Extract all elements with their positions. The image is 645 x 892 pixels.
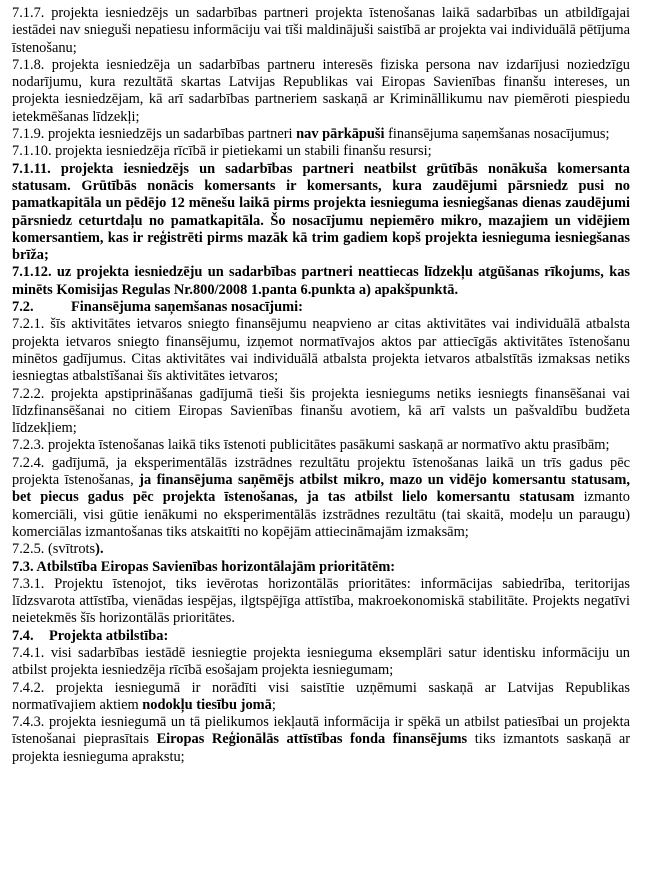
clause-7-1-12: 7.1.12. uz projekta iesniedzēju un sadarbības partneri neattiecas līdzekļu atgūšanas rīkojums, kas minēts Komisijas Regulas Nr.800/2008 1.panta 6.punkta a) apakšpunktā. xyxy=(12,264,630,298)
section-heading-7-4: 7.4. Projekta atbilstība: xyxy=(12,627,169,644)
clause-7-4-2: 7.4.2. projekta iesniegumā ir norādīti visi saistītie uzņēmumi saskaņā ar Latvijas Republikas normatīvajiem aktiem nodokļu tiesību jomā; xyxy=(12,679,630,713)
clause-7-4-1: 7.4.1. visi sadarbības iestādē iesniegtie projekta iesnieguma eksemplāri satur identisku informāciju un atbilst projekta iesniedzēja rīcībā esošajam projekta iesniegumam; xyxy=(12,644,630,679)
section-heading-7-2: 7.2. Finansējuma saņemšanas nosacījumi: xyxy=(12,299,303,316)
clause-7-3-1: 7.3.1. Projektu īstenojot, tiks ievērotas horizontālās prioritātes: informācijas sabiedrība, teritorijas līdzsvarota attīstība, vienādas iespējas, ilgtspējīga attīstība, makroekonomiskā stabilitāte. Projekts negatīvi neietekmēs šīs horizontālās prioritātes. xyxy=(12,575,630,627)
clause-7-2-4: 7.2.4. gadījumā, ja eksperimentālās izstrādnes rezultātu projektu īstenošanas laikā un trīs gadus pēc projekta īstenošanas, ja finansējuma saņēmējs atbilst mikro, mazo un vidējo komersantu statusam, bet piecus gadus pēc projekta īstenošanas, ja tas atbilst lielo komersantu statusam izmanto komerciāli, visi gūtie ienākumi no eksperimentālās izstrādnes rezultātu (tai skaitā, modeļu un paraugu) komerciālas izmantošanas tiks atskaitīti no kopējām attiecināmajām izmaksām; xyxy=(12,454,631,540)
clause-7-4-3: 7.4.3. projekta iesniegumā un tā pielikumos iekļautā informācija ir spēkā un atbilst patiesībai un projekta īstenošanai pieprasītais Eiropas Reģionālās attīstības fonda finansējums tiks izmantots saskaņā ar projekta iesnieguma aprakstu; xyxy=(12,714,630,765)
section-heading-7-3: 7.3. Atbilstība Eiropas Savienības horizontālajām prioritātēm: xyxy=(12,558,396,575)
clause-7-1-7: 7.1.7. projekta iesniedzējs un sadarbības partneri projekta īstenošanas laikā sadarbības un atbildīgajai iestādei nav snieguši nepatiesu informāciju vai tīši maldinājuši saistībā ar projekta vai individuālā pētījuma īstenošanu; xyxy=(12,5,630,56)
clause-7-2-1: 7.2.1. šīs aktivitātes ietvaros sniegto finansējumu neapvieno ar citas aktivitātes vai individuālā atbalsta projekta ietvaros sniegto finansējumu, izņemot normatīvajos aktos par attiecīgās aktivitātes īstenošanu minētos gadījumus. Citas aktivitātes vai individuālā atbalsta projekta ietvaros atbalstītās izmaksas netiks iesniegtas atbalstīšanai šīs aktivitātes ietvaros; xyxy=(12,316,630,385)
clause-7-2-3: 7.2.3. projekta īstenošanas laikā tiks īstenoti publicitātes pasākumi saskaņā ar normatīvo aktu prasībām; xyxy=(12,437,610,454)
clause-7-1-11: 7.1.11. projekta iesniedzējs un sadarbības partneri neatbilst grūtībās nonākuša komersanta statusam. Grūtībās nonācis komersants ir komersants, kura zaudējumi pārsniedz pusi no pamatkapitāla un pēdējo 12 mēnešu laikā pirms projekta iesnieguma iesniegšanas dienas zaudējumi pārsniedz ceturtdaļu no pamatkapitāla. Šo nosacījumu nepiemēro mikro, mazajiem un vidējiem komersantiem, kas ir reģistrēti pirms mazāk kā trim gadiem kopš projekta iesnieguma iesniegšanas brīža; xyxy=(12,160,630,264)
clause-7-2-2: 7.2.2. projekta apstiprināšanas gadījumā tieši šis projekta iesniegums netiks iesniegts finansēšanai vai līdzfinansēšanai no citiem Eiropas Savienības finanšu avotiem, kā arī valsts un pašvaldību budžeta līdzekļiem; xyxy=(12,385,630,437)
clause-7-1-8: 7.1.8. projekta iesniedzēja un sadarbības partneru interesēs fiziska persona nav izdarījusi noziedzīgu nodarījumu, kura rezultātā skartas Latvijas Republikas vai Eiropas Savienības finanšu intereses, un projekta iesniedzējam, kā arī sadarbības partneriem saskaņā ar Krimināllikumu nav piemēroti piespiedu ietekmēšanas līdzekļi; xyxy=(12,56,630,125)
clause-7-2-5: 7.2.5. (svītrots). xyxy=(12,541,104,558)
clause-7-1-9: 7.1.9. projekta iesniedzējs un sadarbības partneri nav pārkāpuši finansējuma saņemšanas nosacījumus; xyxy=(12,126,610,143)
clause-7-1-10: 7.1.10. projekta iesniedzēja rīcībā ir pietiekami un stabili finanšu resursi; xyxy=(12,143,432,160)
